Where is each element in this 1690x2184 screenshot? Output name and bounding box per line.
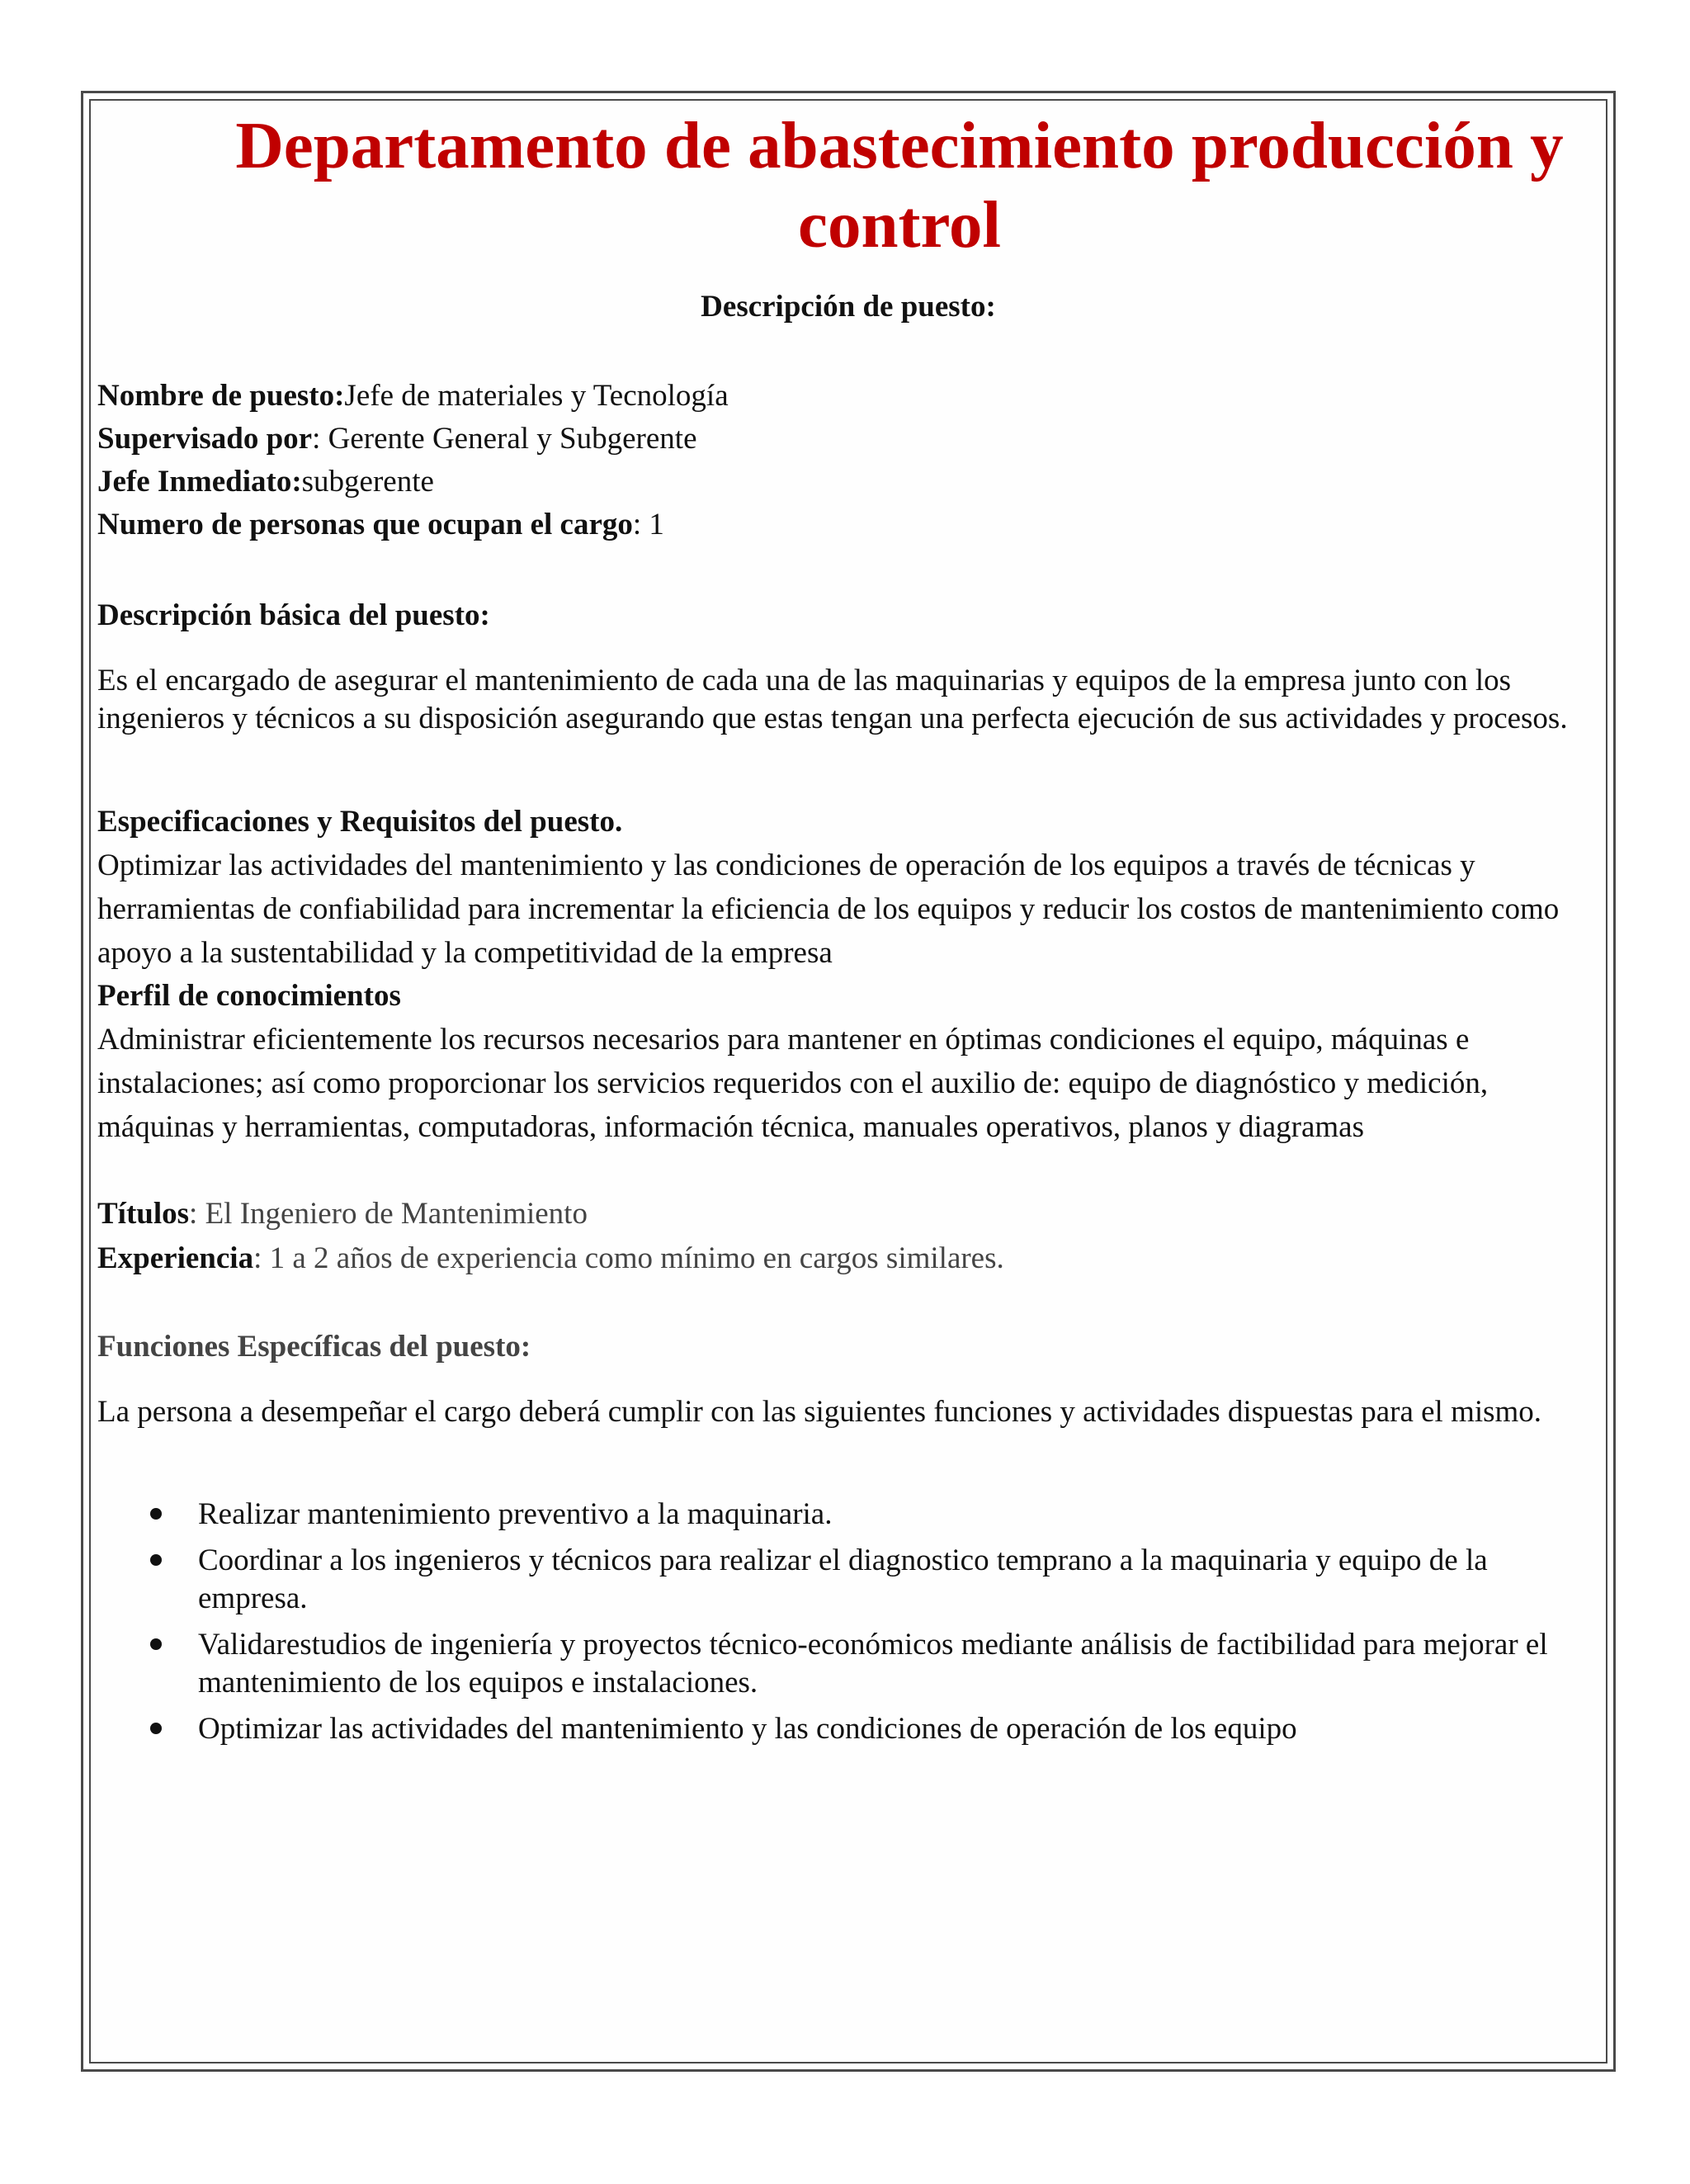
supervised-value: : Gerente General y Subgerente — [312, 422, 697, 456]
job-name-label: Nombre de puesto: — [97, 379, 345, 413]
knowledge-heading: Perfil de conocimientos — [97, 979, 401, 1013]
functions-list — [97, 1496, 1591, 1756]
list-item-text: Optimizar las actividades del mantenimiento y las condiciones de operación de los equipo — [198, 1712, 1297, 1746]
count-value: : 1 — [632, 508, 664, 541]
list-item — [97, 1542, 1591, 1618]
experience-value: : 1 a 2 años de experiencia como mínimo en cargos similares. — [253, 1241, 1004, 1275]
titles-value: : El Ingeniero de Mantenimiento — [189, 1197, 588, 1231]
document-subtitle: Descripción de puesto: — [701, 290, 996, 324]
titles-label: Títulos — [97, 1197, 190, 1231]
job-name-row — [97, 375, 1591, 418]
boss-label: Jefe Inmediato: — [97, 465, 302, 499]
document-title: Departamento de abastecimiento producción y control — [235, 108, 1564, 262]
list-item-text: Validarestudios de ingeniería y proyectos técnico-económicos mediante análisis de factibilidad para mejorar el mantenimiento de los equipos e instalaciones. — [198, 1628, 1548, 1699]
titles-row — [97, 1193, 1591, 1236]
list-item — [97, 1710, 1591, 1748]
boss-value: subgerente — [301, 465, 434, 499]
job-name-value: Jefe de materiales y Tecnología — [344, 379, 729, 413]
basic-description-text: Es el encargado de asegurar el mantenimiento de cada una de las maquinarias y equipos de la empresa junto con los ingenieros y técnicos a su disposición asegurando que estas tengan una perfecta ejecución de sus actividades y procesos. — [97, 664, 1568, 735]
experience-row — [97, 1237, 1591, 1280]
list-item — [97, 1496, 1591, 1534]
list-item-text: Realizar mantenimiento preventivo a la maquinaria. — [198, 1497, 833, 1531]
bullet-icon — [150, 1554, 162, 1566]
specifications-heading: Especificaciones y Requisitos del puesto. — [97, 805, 623, 839]
functions-heading: Funciones Específicas del puesto: — [97, 1330, 531, 1364]
bullet-icon — [150, 1508, 162, 1520]
basic-description-heading: Descripción básica del puesto: — [97, 598, 490, 632]
experience-label: Experiencia — [97, 1241, 254, 1275]
bullet-icon — [150, 1638, 162, 1650]
knowledge-text: Administrar eficientemente los recursos necesarios para mantener en óptimas condiciones el equipo, máquinas e instalaciones; así como proporcionar los servicios requeridos con el auxilio de: equipo de diagnóstico y medición, máquinas y herramientas, computadoras, información técnica, manuales operativos, planos y diagramas — [97, 1023, 1489, 1144]
boss-row — [97, 461, 1591, 503]
count-label: Numero de personas que ocupan el cargo — [97, 508, 633, 541]
supervised-label: Supervisado por — [97, 422, 313, 456]
specifications-text: Optimizar las actividades del mantenimiento y las condiciones de operación de los equipos a través de técnicas y herramientas de confiabilidad para incrementar la eficiencia de los equipos y reducir los costos de mantenimiento como apoyo a la sustentabilidad y la competitividad de la empresa — [97, 849, 1560, 970]
functions-intro: La persona a desempeñar el cargo deberá cumplir con las siguientes funciones y actividades dispuestas para el mismo. — [97, 1395, 1542, 1429]
list-item-text: Coordinar a los ingenieros y técnicos para realizar el diagnostico temprano a la maquinaria y equipo de la empresa. — [198, 1543, 1488, 1615]
supervised-row — [97, 418, 1591, 461]
count-row — [97, 503, 1591, 546]
list-item — [97, 1626, 1591, 1702]
bullet-icon — [150, 1723, 162, 1734]
